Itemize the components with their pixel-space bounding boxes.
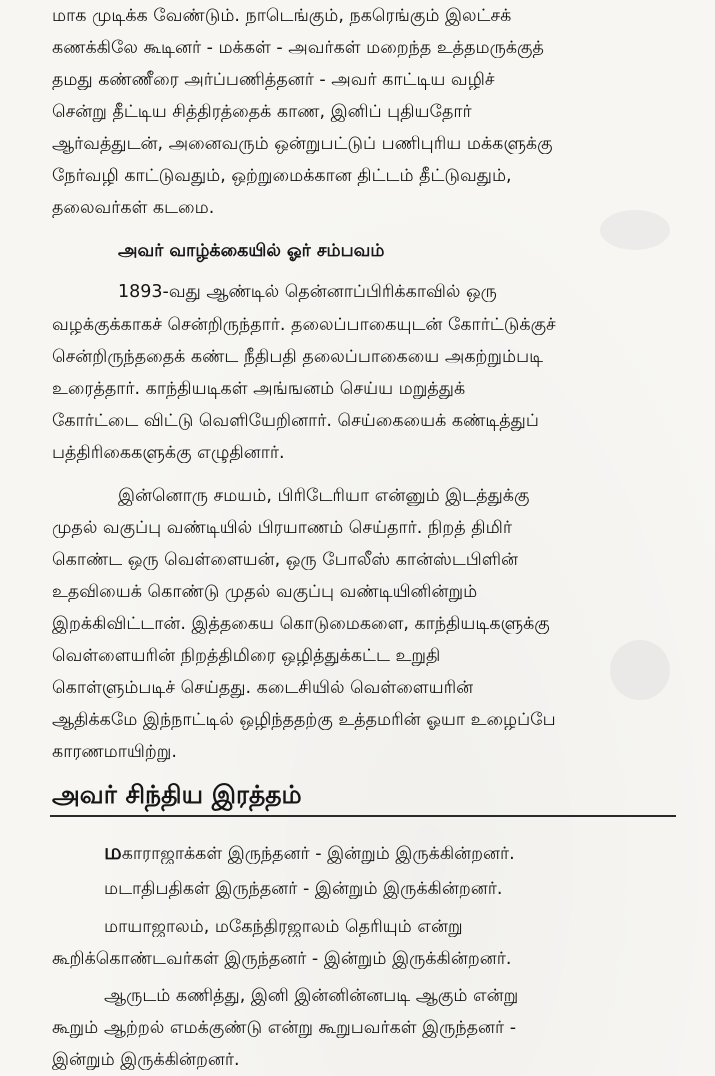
text-line: சென்று தீட்டிய சித்திரத்தைக் காண, இனிப் புதியதோர் [52,102,472,122]
section-subheading: அவர் வாழ்க்கையில் ஓர் சம்பவம் [118,241,385,261]
text-line: வழக்குக்காகச் சென்றிருந்தார். தலைப்பாகையுடன் கோர்ட்டுக்குச் [52,315,556,335]
text-line: நேர்வழி காட்டுவதும், ஒற்றுமைக்கான திட்டம் தீட்டுவதும், [52,166,512,186]
text-line: மாக முடிக்க வேண்டும். நாடெங்கும், நகரெங்கும் இலட்சக் [52,6,512,26]
text-line: கொண்ட ஒரு வெள்ளையன், ஒரு போலீஸ் கான்ஸ்டபிளின் [52,550,519,570]
text-line: மாயாஜாலம், மகேந்திரஜாலம் தெரியும் என்று [104,917,463,937]
text-line: இன்றும் இருக்கின்றனர். [52,1050,240,1070]
text-line: ஆதிக்கமே இந்நாட்டில் ஒழிந்ததற்கு உத்தமரின் ஓயா உழைப்பே [52,710,556,730]
text-line: தமது கண்ணீரை அர்ப்பணித்தனர் - அவர் காட்டிய வழிச் [52,70,495,90]
text-line: உரைத்தார். காந்தியடிகள் அங்ஙனம் செய்ய மறுத்துக் [52,379,466,399]
text-line: தலைவர்கள் கடமை. [52,198,215,218]
text-line: இன்னொரு சமயம், பிரிடேரியா என்னும் இடத்துக்கு [118,486,530,506]
text-line [104,843,515,864]
text-line: பத்திரிகைகளுக்கு எழுதினார். [52,443,285,463]
text-line: கோர்ட்டை விட்டு வெளியேறினார். செய்கையைக் கண்டித்துப் [52,411,539,431]
text-line: கூறிக்கொண்டவர்கள் இருந்தனர் - இன்றும் இருக்கின்றனர். [52,949,512,969]
chapter-heading: அவர் சிந்திய இரத்தம் [52,780,302,809]
text-line-rest: காராஜாக்கள் இருந்தனர் - இன்றும் இருக்கின்றனர். [121,844,515,864]
text-line: கூறும் ஆற்றல் எமக்குண்டு என்று கூறுபவர்கள் இருந்தனர் - [52,1018,517,1038]
text-line: காரணமாயிற்று. [52,742,177,762]
text-line: ஆர்வத்துடன், அனைவரும் ஒன்றுபட்டுப் பணிபுரிய மக்களுக்கு [52,134,553,154]
text-line: சென்றிருந்ததைக் கண்ட நீதிபதி தலைப்பாகையை அகற்றும்படி [52,347,544,367]
paper-mark [600,210,670,250]
text-line: வெள்ளையரின் நிறத்திமிரை ஒழித்துக்கட்ட உறுதி [52,646,441,666]
initial-letter: ம [104,843,122,864]
text-line: ஆருடம் கணித்து, இனி இன்னின்னபடி ஆகும் என்று [104,986,519,1006]
text-line: மடாதிபதிகள் இருந்தனர் - இன்றும் இருக்கின்றனர். [104,879,503,899]
heading-rule [50,815,676,817]
text-line: கணக்கிலே கூடினர் - மக்கள் - அவர்கள் மறைந்த உத்தமருக்குத் [52,38,544,58]
text-line: இறக்கிவிட்டான். இத்தகைய கொடுமைகளை, காந்தியடிகளுக்கு [52,614,550,634]
text-line: கொள்ளும்படிச் செய்தது. கடைசியில் வெள்ளையரின் [52,678,474,698]
text-line: 1893-வது ஆண்டில் தென்னாப்பிரிக்காவில் ஒரு [118,282,497,302]
text-line: முதல் வகுப்பு வண்டியில் பிரயாணம் செய்தார். நிறத் திமிர் [52,518,512,538]
text-line: உதவியைக் கொண்டு முதல் வகுப்பு வண்டியினின்றும் [52,582,478,602]
